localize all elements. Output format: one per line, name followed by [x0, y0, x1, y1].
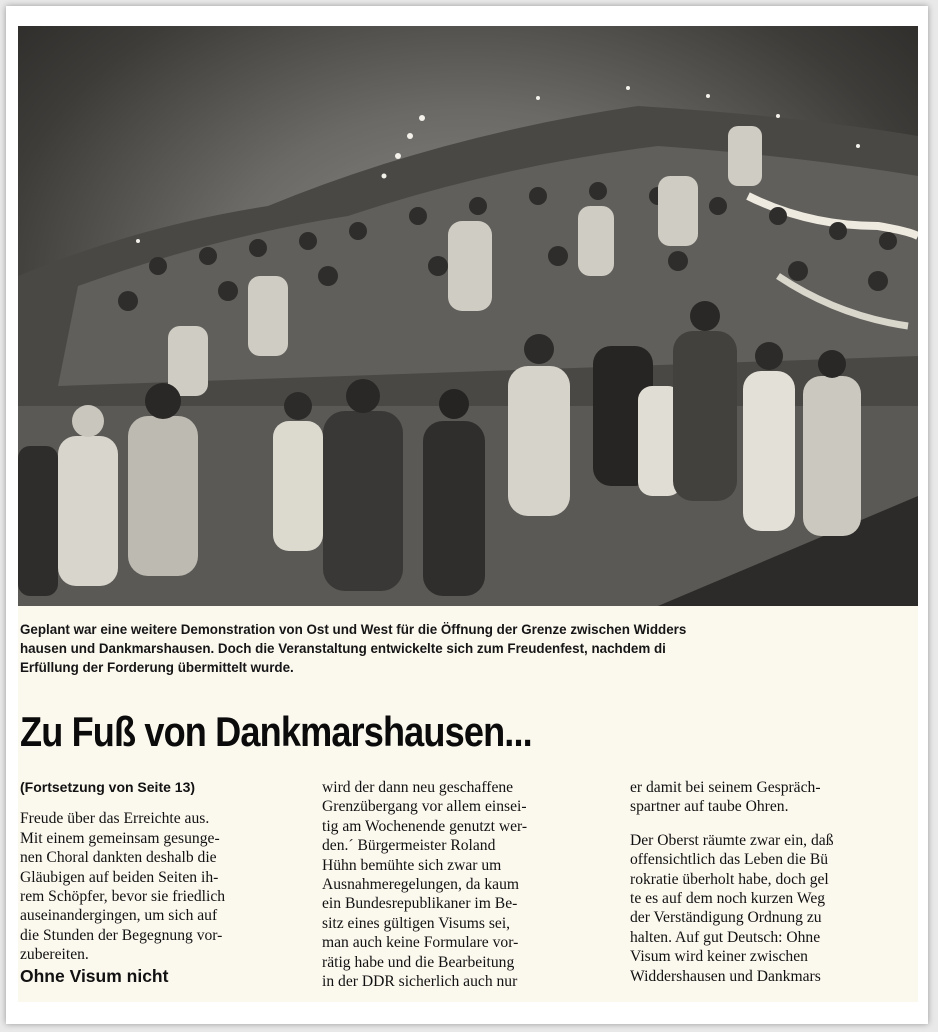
caption-line: Erfüllung der Forderung übermittelt wurde.: [20, 660, 294, 675]
text-line: nen Choral dankten deshalb die: [20, 849, 217, 867]
text-line: in der DDR sicherlich auch nur: [322, 973, 518, 991]
text-line: zubereiten.: [20, 946, 89, 964]
text-line: offensichtlich das Leben die Bü: [630, 851, 829, 869]
text-line: den.´ Bürgermeister Roland: [322, 837, 496, 855]
caption-line: Geplant war eine weitere Demonstration von Ost und West für die Öffnung der Grenze zwischen Widders: [20, 622, 687, 637]
text-line: tig am Wochenende genutzt wer-: [322, 817, 528, 835]
paragraph-gap: [630, 817, 918, 831]
text-line: rätig habe und die Bearbeitung: [322, 953, 515, 971]
text-line: Grenzübergang vor allem einsei-: [322, 798, 527, 816]
text-line: Mit einem gemeinsam gesunge-: [20, 829, 220, 847]
text-line: halten. Auf gut Deutsch: Ohne: [630, 928, 821, 946]
text-line: ein Bundesrepublikaner im Be-: [322, 895, 518, 913]
bottom-fade: [18, 992, 918, 1002]
text-line: wird der dann neu geschaffene: [322, 779, 514, 796]
continuation-note: (Fortsetzung von Seite 13): [20, 779, 196, 795]
text-column-1: [20, 778, 312, 986]
text-line: rem Schöpfer, bevor sie friedlich: [20, 888, 226, 906]
text-line: Visum wird keiner zwischen: [630, 948, 808, 966]
text-line: sitz eines gültigen Visums sei,: [322, 914, 511, 932]
text-line: te es auf dem noch kurzen Weg: [630, 890, 826, 908]
text-line: Freude über das Erreichte aus.: [20, 810, 210, 828]
text-line: Hühn bemühte sich zwar um: [322, 856, 502, 874]
text-line: der Verständigung Ordnung zu: [630, 909, 822, 927]
newspaper-clipping: [18, 26, 918, 1002]
photo-caption: [20, 620, 918, 677]
text-column-2: [322, 778, 618, 991]
subheading: Ohne Visum nicht: [20, 965, 169, 986]
text-line: Der Oberst räumte zwar ein, daß: [630, 831, 834, 849]
text-line: auseinandergingen, um sich auf: [20, 907, 218, 925]
text-line: spartner auf taube Ohren.: [630, 798, 789, 816]
caption-line: hausen und Dankmarshausen. Doch die Veranstaltung entwickelte sich zum Freudenfest, nachdem di: [20, 641, 666, 656]
text-line: Widdershausen und Dankmars: [630, 967, 821, 985]
text-line: die Stunden der Begegnung vor-: [20, 926, 223, 944]
text-line: man auch keine Formulare vor-: [322, 934, 519, 952]
crowd-illustration: [18, 26, 918, 606]
crowd-photo: [18, 26, 918, 606]
text-column-3: [630, 778, 918, 986]
text-line: rokratie überholt habe, doch gel: [630, 870, 829, 888]
text-line: Ausnahmeregelungen, da kaum: [322, 876, 520, 894]
text-line: er damit bei seinem Gespräch-: [630, 779, 821, 796]
text-line: Gläubigen auf beiden Seiten ih-: [20, 868, 219, 886]
article-headline: Zu Fuß von Dankmarshausen...: [20, 708, 532, 755]
